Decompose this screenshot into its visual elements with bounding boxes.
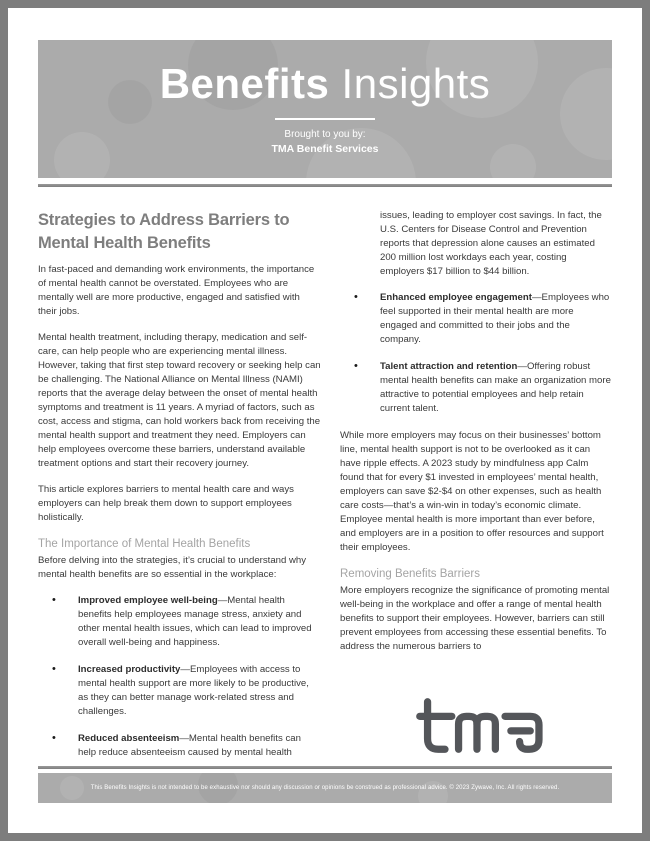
bullet-text: —Offering robust mental health benefits can make an organization more attractive to potential employees and help retain current talent. <box>380 361 611 414</box>
bullet-text: —Employees with access to mental health support are more likely to be productive, as they can better manage work-related stress and challenges. <box>78 664 309 718</box>
byline-company: TMA Benefit Services <box>271 143 379 156</box>
list-item <box>78 663 321 719</box>
logo-container <box>340 696 612 758</box>
intro-paragraph-1: In fast-paced and demanding work environments, the importance of mental health cannot be overstated. Employees who are mentally well are more productive, engaged and satisfied with their jobs. <box>38 264 315 318</box>
tma-logo <box>408 696 544 758</box>
masthead-title-light: Insights <box>329 60 491 107</box>
bullet-lead: Talent attraction and retention <box>380 361 518 372</box>
section-heading-importance: The Importance of Mental Health Benefits <box>38 538 251 551</box>
footer-bar <box>38 773 612 803</box>
bullet-continuation: issues, leading to employer cost savings. In fact, the U.S. Centers for Disease Control and Prevention reports that depression alone causes an estimated 200 million lost workdays each year, costing employers $17 billion to $44 billion. <box>380 210 602 277</box>
article-body <box>38 209 612 773</box>
list-item <box>78 732 321 760</box>
footer-divider-rule <box>38 766 612 769</box>
header-divider-rule <box>38 184 612 187</box>
decor-circle <box>60 776 84 800</box>
section-heading-removing: Removing Benefits Barriers <box>340 568 480 580</box>
list-item <box>380 291 612 347</box>
intro-paragraph-3: This article explores barriers to mental health care and ways employers can help break them down to support employees holistically. <box>38 484 294 524</box>
newsletter-page <box>8 8 642 833</box>
bullet-lead: Reduced absenteeism <box>78 733 180 745</box>
bullet-lead: Increased productivity <box>78 664 181 676</box>
bullet-text: —Employees who feel supported in their mental health are more engaged and committed to their jobs and the company. <box>380 292 610 345</box>
intro-paragraph-2: Mental health treatment, including therapy, medication and self-care, can help people who are experiencing mental illness. However, taking that first step toward recovery or seeking help can be challenging. The National Alliance on Mental Illness (NAMI) reports that the average delay between the onset of mental health symptoms and treatment is 11 years. A myriad of factors, such as cost, access and stigma, can hold workers back from receiving the mental health support and treatment they need. Employers can help employees overcome these barriers, understand available treatment options and start their recovery journey. <box>38 332 321 470</box>
removing-paragraph: More employers recognize the significance of promoting mental well-being in the workplace and offer a range of mental health benefits to support their employees. However, barriers can still prevent employees from accessing these essential benefits. To address the numerous barriers to <box>340 585 610 652</box>
bullet-text: —Mental health benefits can help reduce absenteeism caused by mental health <box>78 733 301 759</box>
article-heading: Strategies to Address Barriers to Mental Health Benefits <box>38 211 290 253</box>
right-column <box>340 209 612 773</box>
closing-paragraph: While more employers may focus on their businesses’ bottom line, mental health support is not to be overlooked as it can have ripple effects. A 2023 study by mindfulness app Calm found that for every $1 invested in employees’ mental health, employers can save $2-$4 on other expenses, such as health care costs—that’s a win-win in today’s economic climate. Employee mental health is more important than ever before, and employers are in a position to offer resources and support their employees. <box>340 430 604 553</box>
list-item <box>380 360 612 416</box>
footer-disclaimer: This Benefits Insights is not intended to be exhaustive nor should any discussion or opinions be construed as professional advice. © 2023 Zywave, Inc. All rights reserved. <box>90 785 560 791</box>
importance-intro: Before delving into the strategies, it’s crucial to understand why mental health benefits are so essential in the workplace: <box>38 555 307 581</box>
header-banner <box>38 40 612 178</box>
byline-label: Brought to you by: <box>284 129 366 141</box>
bullet-lead: Enhanced employee engagement <box>380 292 532 303</box>
left-column <box>38 209 321 773</box>
importance-bullet-list-right <box>380 291 612 416</box>
importance-bullet-list <box>78 594 321 760</box>
masthead-divider <box>275 118 375 120</box>
masthead-title <box>38 62 612 106</box>
bullet-text: —Mental health benefits help employees manage stress, anxiety and other mental health issues, which can lead to improved overall well-being and happiness. <box>78 595 312 649</box>
list-item <box>78 594 321 650</box>
bullet-lead: Improved employee well-being <box>78 595 218 607</box>
masthead-title-bold: Benefits <box>159 60 330 107</box>
